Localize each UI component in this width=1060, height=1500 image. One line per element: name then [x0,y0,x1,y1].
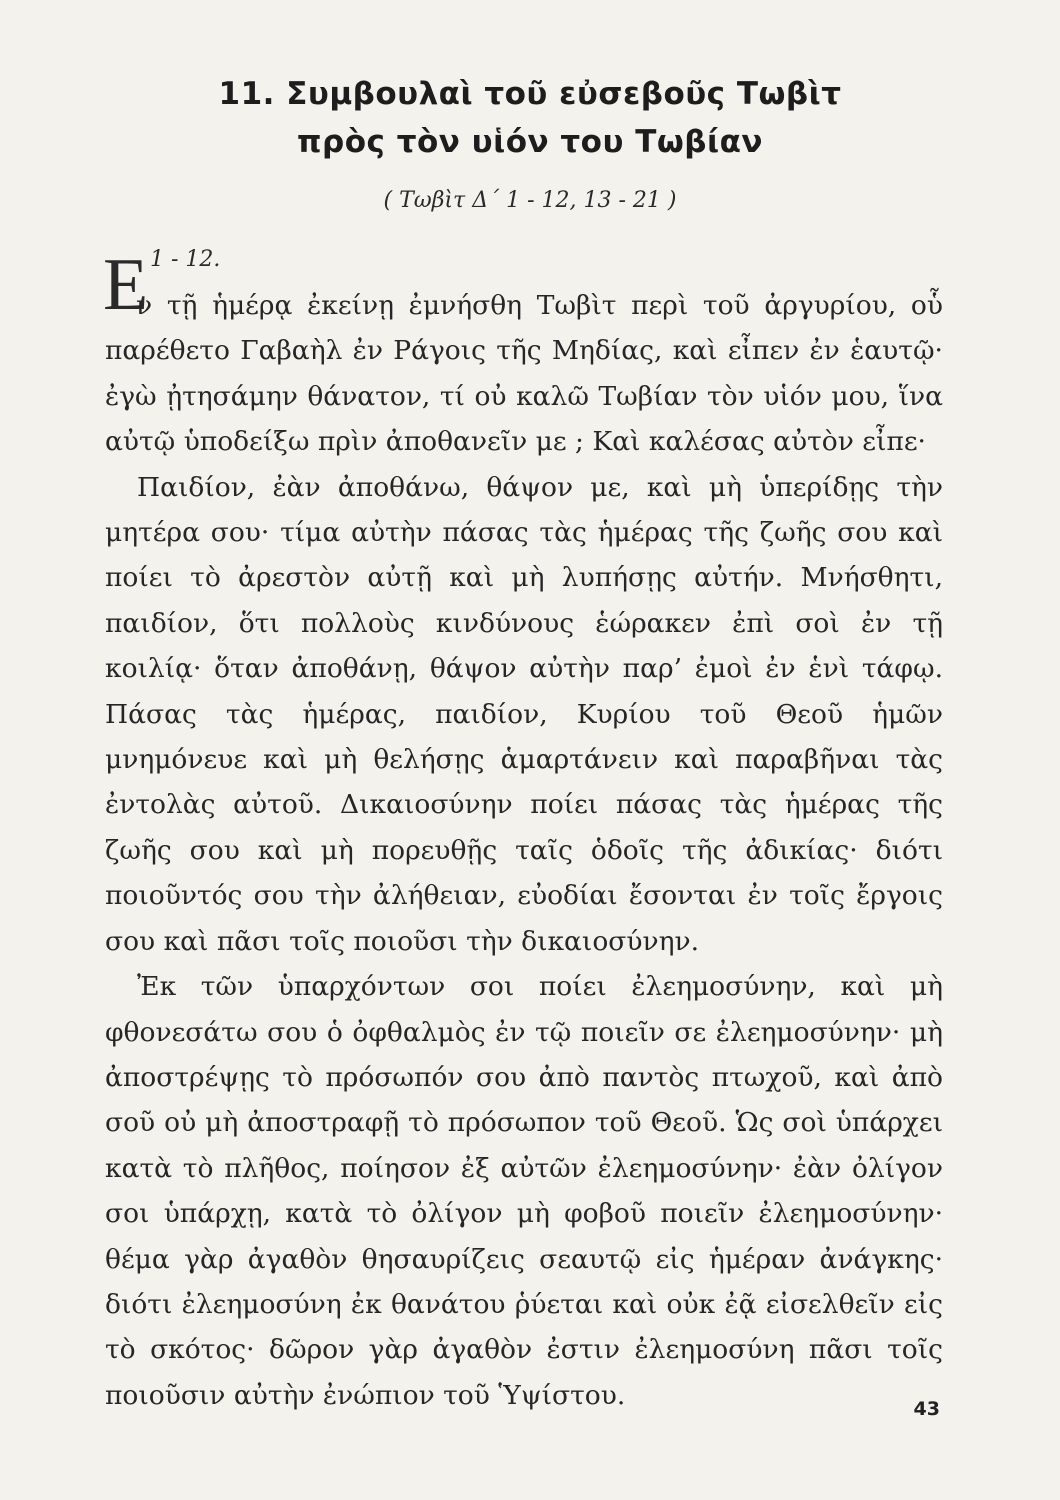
body-text [105,283,943,1418]
paragraph-3: Ἐκ τῶν ὑπαρχόντων σοι ποίει ἐλεημοσύνην, καὶ μὴ φθονεσάτω σου ὁ ὀφθαλμὸς ἐν τῷ ποιεῖν σε ἐλεημοσύνην· μὴ ἀποστρέψῃς τὸ πρόσωπόν σου ἀπὸ παντὸς πτωχοῦ, καὶ ἀπὸ σοῦ οὐ μὴ ἀποστραφῇ τὸ πρόσωπον τοῦ Θεοῦ. Ὡς σοὶ ὑπάρχει κατὰ τὸ πλῆθος, ποίησον ἐξ αὐτῶν ἐλεημοσύνην· ἐὰν ὀλίγον σοι ὑπάρχῃ, κατὰ τὸ ὀλίγον μὴ φοβοῦ ποιεῖν ἐλεημοσύνην· θέμα γὰρ ἀγαθὸν θησαυρίζεις σεαυτῷ εἰς ἡμέραν ἀνάγκης· διότι ἐλεημοσύνη ἐκ θανάτου ῥύεται καὶ οὐκ ἐᾷ εἰσελθεῖν εἰς τὸ σκότος· δῶρον γὰρ ἀγαθὸν ἐστιν ἐλεημοσύνη πᾶσι τοῖς ποιοῦσιν αὐτὴν ἐνώπιον τοῦ Ὑψίστου. [105,971,943,1411]
drop-cap: Ε [103,244,149,326]
section-title-line1: 11. Συμβουλαὶ τοῦ εὐσεβοῦς Τωβὶτ [218,76,842,112]
verse-marker: 1 - 12. [150,247,221,272]
page-number: 43 [913,1398,940,1420]
scripture-reference: ( Τωβὶτ Δ΄ 1 - 12, 13 - 21 ) [383,188,677,213]
paragraph-2: Παιδίον, ἐὰν ἀποθάνω, θάψον με, καὶ μὴ ὑπερίδῃς τὴν μητέρα σου· τίμα αὐτὴν πάσας τὰς ἡμέρας τῆς ζωῆς σου καὶ ποίει τὸ ἀρεστὸν αὐτῇ καὶ μὴ λυπήσῃς αὐτήν. Μνήσθητι, παιδίον, ὅτι πολλοὺς κινδύνους ἑώρακεν ἐπὶ σοὶ ἐν τῇ κοιλίᾳ· ὅταν ἀποθάνῃ, θάψον αὐτὴν παρ’ ἐμοὶ ἐν ἑνὶ τάφῳ. Πάσας τὰς ἡμέρας, παιδίον, Κυρίου τοῦ Θεοῦ ἡμῶν μνημόνευε καὶ μὴ θελήσῃς ἁμαρτάνειν καὶ παραβῆναι τὰς ἐντολὰς αὐτοῦ. Δικαιοσύνην ποίει πάσας τὰς ἡμέρας τῆς ζωῆς σου καὶ μὴ πορευθῇς ταῖς ὁδοῖς τῆς ἀδικίας· διότι ποιοῦντός σου τὴν ἀλήθειαν, εὐοδίαι ἔσονται ἐν τοῖς ἔργοις σου καὶ πᾶσι τοῖς ποιοῦσι τὴν δικαιοσύνην. [105,471,943,957]
paragraph-1: ν τῇ ἡμέρᾳ ἐκείνῃ ἐμνήσθη Τωβὶτ περὶ τοῦ ἀργυρίου, οὗ παρέθετο Γαβαὴλ ἐν Ράγοις τῆς Μηδίας, καὶ εἶπεν ἐν ἑαυτῷ· ἐγὼ ᾐτησάμην θάνατον, τί οὐ καλῶ Τωβίαν τὸν υἱόν μου, ἵνα αὐτῷ ὑποδείξω πρὶν ἀποθανεῖν με ; Καὶ καλέσας αὐτὸν εἶπε· [105,290,943,458]
section-title-line2: πρὸς τὸν υἱόν του Τωβίαν [297,124,763,160]
